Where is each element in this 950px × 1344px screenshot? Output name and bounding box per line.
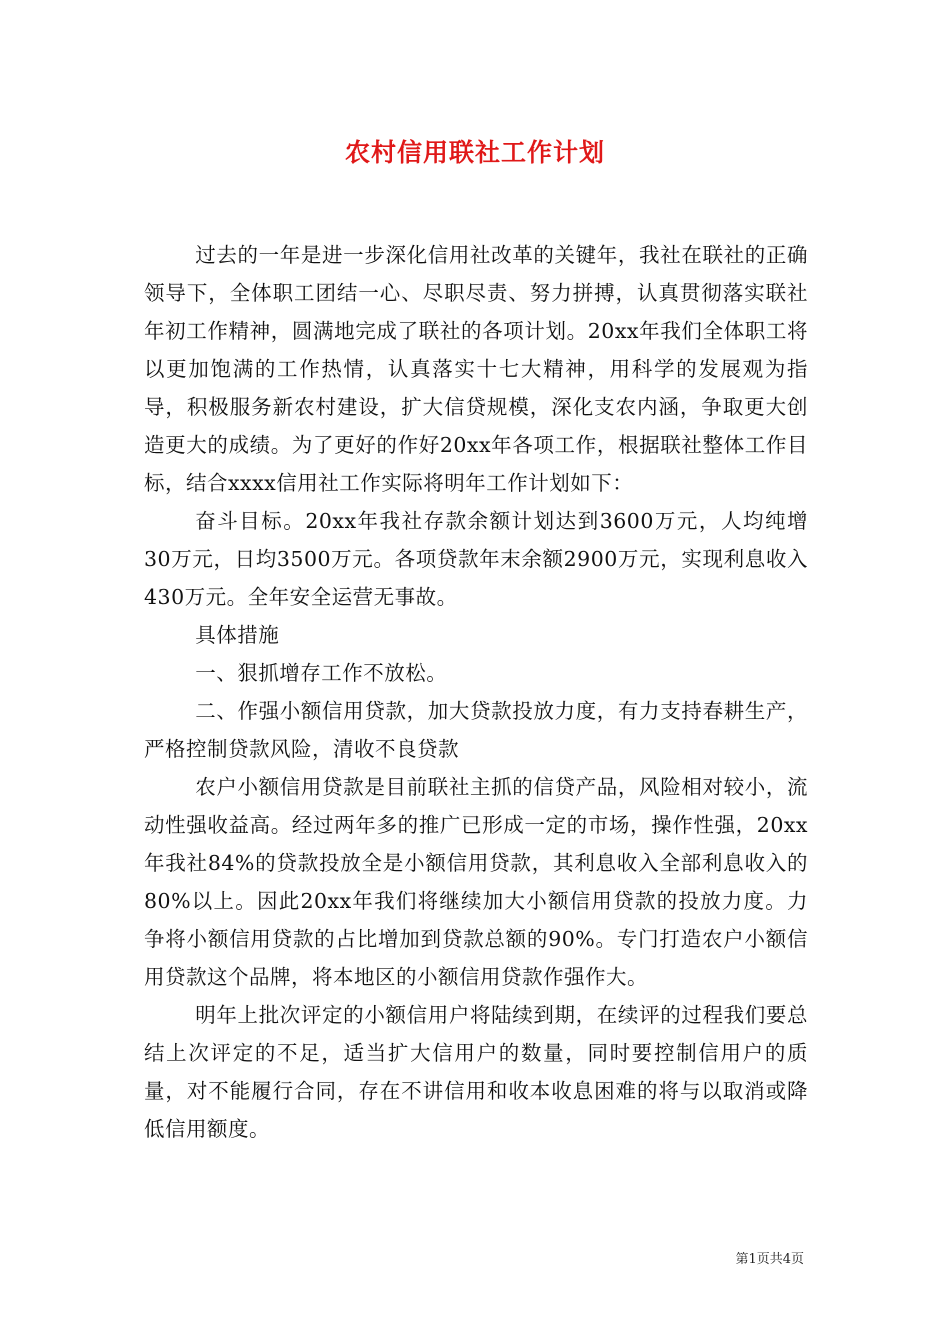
document-title: 农村信用联社工作计划 [344, 138, 605, 167]
paragraph-intro: 过去的一年是进一步深化信用社改革的关键年，我社在联社的正确领导下，全体职工团结一心、尽职尽责、努力拼搏，认真贯彻落实联社年初工作精神，圆满地完成了联社的各项计划。20xx年我们全体职工将以更加饱满的工作热情，认真落实十七大精神，用科学的发展观为指导，积极服务新农村建设，扩大信贷规模，深化支农内涵，争取更大创造更大的成绩。为了更好的作好20xx年各项工作，根据联社整体工作目标，结合xxxx信用社工作实际将明年工作计划如下： [144, 243, 808, 495]
paragraph-goals: 奋斗目标。20xx年我社存款余额计划达到3600万元，人均纯增30万元，日均3500万元。各项贷款年末余额2900万元，实现利息收入430万元。全年安全运营无事故。 [144, 509, 808, 609]
paragraph-credit-review: 明年上批次评定的小额信用户将陆续到期，在续评的过程我们要总结上次评定的不足，适当扩大信用户的数量，同时要控制信用户的质量，对不能履行合同，存在不讲信用和收本收息困难的将与以取消或降低信用额度。 [144, 1003, 808, 1141]
paragraph-measure-two: 二、作强小额信用贷款，加大贷款投放力度，有力支持春耕生产，严格控制贷款风险，清收不良贷款 [144, 699, 808, 761]
document-body [144, 236, 808, 1148]
page-number: 第1页共4页 [735, 1252, 804, 1267]
paragraph-measures-heading: 具体措施 [195, 623, 280, 647]
paragraph-small-loans: 农户小额信用贷款是目前联社主抓的信贷产品，风险相对较小，流动性强收益高。经过两年多的推广已形成一定的市场，操作性强，20xx年我社84%的贷款投放全是小额信用贷款，其利息收入全部利息收入的80%以上。因此20xx年我们将继续加大小额信用贷款的投放力度。力争将小额信用贷款的占比增加到贷款总额的90%。专门打造农户小额信用贷款这个品牌，将本地区的小额信用贷款作强作大。 [144, 775, 808, 989]
paragraph-measure-one: 一、狠抓增存工作不放松。 [195, 661, 448, 685]
